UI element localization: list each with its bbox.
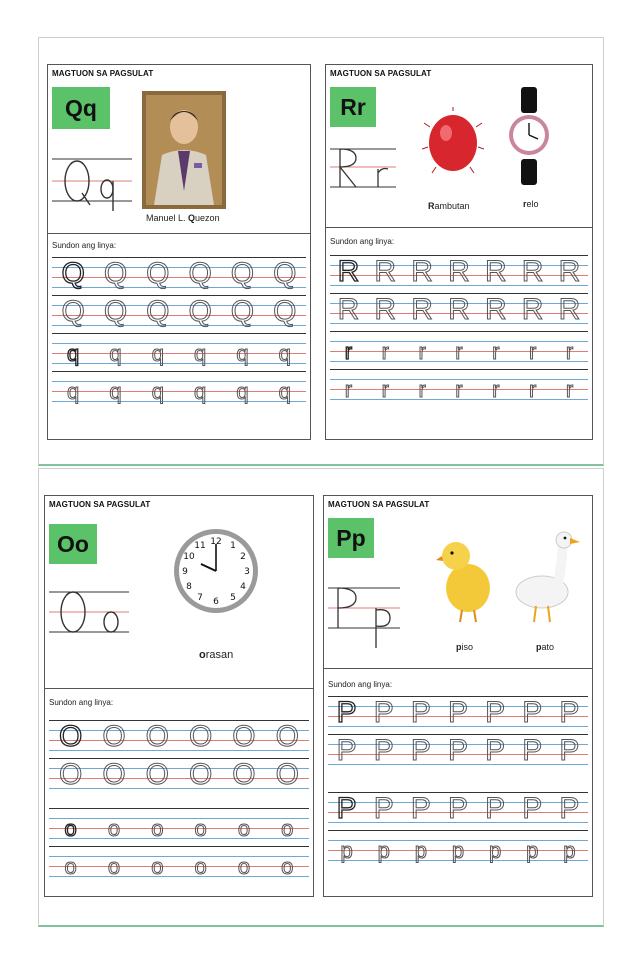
instruction: Sundon ang linya: (330, 237, 395, 246)
caption-bold-letter: Q (188, 213, 196, 223)
trace-letter: P (336, 734, 357, 767)
trace-letter: Q (103, 257, 128, 290)
tracing-row (52, 331, 306, 369)
trace-letter: q (194, 379, 207, 404)
trace-letter: q (194, 341, 207, 366)
tracing-row (52, 369, 306, 407)
svg-text:6: 6 (213, 597, 219, 607)
trace-letter: r (344, 377, 353, 402)
trace-letter: p (451, 838, 465, 863)
trace-letter: p (377, 838, 390, 863)
caption-bold-letter: R (428, 201, 435, 211)
trace-letter: O (58, 720, 83, 753)
trace-letter: r (492, 339, 500, 364)
trace-letter: o (107, 816, 121, 841)
trace-letter: Q (103, 295, 128, 328)
tracing-row (49, 718, 309, 756)
tracing-rows (330, 253, 588, 405)
trace-letter: p (563, 838, 576, 863)
trace-letter: Q (273, 257, 297, 290)
divider (326, 227, 592, 228)
trace-letter: Q (188, 257, 212, 290)
svg-text:11: 11 (194, 541, 206, 551)
trace-letter: P (485, 696, 506, 729)
svg-text:5: 5 (230, 593, 236, 603)
trace-letter: P (336, 696, 357, 729)
caption-rest: uezon (195, 213, 220, 223)
trace-letter: r (418, 339, 426, 364)
trace-letter: P (410, 734, 431, 767)
card-title: MAGTUON SA PAGSULAT (52, 69, 154, 78)
trace-letter: o (64, 854, 77, 879)
trace-letter: Q (61, 257, 85, 290)
divider (45, 688, 313, 689)
tracing-row (328, 694, 588, 732)
divider (48, 233, 310, 234)
tracing-rows (52, 255, 306, 407)
trace-letter: q (236, 379, 249, 404)
card-r (325, 64, 593, 440)
trace-letter: P (559, 734, 580, 767)
trace-letter: o (107, 854, 121, 879)
caption-rest: ato (541, 642, 555, 652)
trace-letter: r (455, 339, 463, 364)
stroke-order-r-icon (330, 145, 398, 191)
trace-letter: p (414, 838, 427, 863)
caption-word1 (428, 201, 470, 211)
trace-letter: R (448, 293, 470, 326)
caption-word2 (523, 199, 539, 209)
trace-letter: Q (230, 295, 255, 328)
tracing-row (330, 367, 588, 405)
trace-letter: P (485, 734, 506, 767)
trace-letter: o (237, 816, 251, 841)
trace-letter: R (558, 293, 581, 326)
trace-letter: R (448, 255, 470, 288)
tracing-rows (328, 694, 588, 866)
trace-letter: P (410, 696, 431, 729)
trace-letter: P (522, 734, 543, 767)
letter-badge: Rr (330, 87, 376, 127)
tracing-row (330, 253, 588, 291)
trace-letter: R (484, 255, 507, 288)
watch-image (508, 87, 550, 187)
trace-letter: O (188, 720, 213, 753)
trace-letter: r (528, 339, 537, 364)
trace-letter: R (521, 255, 544, 288)
trace-letter: r (565, 377, 574, 402)
trace-letter: R (558, 255, 581, 288)
trace-letter: q (236, 341, 249, 366)
trace-letter: o (281, 854, 294, 879)
trace-letter: o (151, 854, 164, 879)
card-q (47, 64, 311, 440)
trace-letter: q (109, 379, 122, 404)
stroke-order-o-icon (49, 586, 131, 642)
trace-letter: Q (273, 295, 297, 328)
trace-letter: P (447, 734, 468, 767)
instruction: Sundon ang linya: (49, 698, 114, 707)
duck-image (512, 528, 582, 628)
trace-letter: p (526, 838, 539, 863)
tracing-row (49, 844, 309, 882)
caption (146, 213, 220, 223)
letter-badge: Oo (49, 524, 97, 564)
trace-letter: R (374, 293, 397, 326)
svg-text:8: 8 (186, 582, 192, 592)
caption-bold-letter: r (523, 199, 527, 209)
trace-letter: P (336, 792, 357, 825)
tracing-row (49, 756, 309, 794)
trace-letter: R (521, 293, 544, 326)
trace-letter: p (489, 838, 502, 863)
trace-letter: Q (188, 295, 212, 328)
caption-text: Manuel L. (146, 213, 189, 223)
caption-rest: iso (461, 642, 474, 652)
trace-letter: O (188, 758, 213, 791)
trace-letter: o (281, 816, 294, 841)
svg-text:7: 7 (197, 593, 203, 603)
trace-letter: O (232, 758, 256, 791)
svg-text:3: 3 (244, 567, 250, 577)
caption-bold-letter: o (199, 649, 206, 661)
caption-word2 (536, 642, 554, 652)
trace-letter: P (485, 792, 506, 825)
trace-letter: q (109, 341, 122, 366)
trace-letter: q (67, 379, 80, 404)
trace-letter: P (522, 792, 543, 825)
tracing-row (49, 806, 309, 844)
trace-letter: r (528, 377, 537, 402)
trace-letter: o (194, 854, 207, 879)
tracing-row (328, 828, 588, 866)
trace-letter: O (275, 720, 299, 753)
trace-letter: R (484, 293, 507, 326)
stroke-order-q-icon (52, 151, 134, 213)
card-p (323, 495, 593, 897)
svg-text:4: 4 (240, 582, 246, 592)
trace-letter: r (565, 339, 574, 364)
trace-letter: q (278, 379, 291, 404)
trace-letter: o (64, 816, 77, 841)
caption-rest: ambutan (434, 201, 470, 211)
tracing-row (52, 293, 306, 331)
caption-bold-letter: p (536, 642, 542, 652)
tracing-row (330, 291, 588, 329)
trace-letter: r (455, 377, 463, 402)
trace-letter: r (381, 377, 389, 402)
trace-letter: Q (61, 295, 85, 328)
svg-text:1: 1 (230, 541, 236, 551)
portrait-image (142, 91, 226, 209)
trace-letter: r (418, 377, 426, 402)
trace-letter: P (373, 696, 394, 729)
trace-letter: o (237, 854, 251, 879)
trace-letter: q (67, 341, 80, 366)
trace-letter: Q (146, 295, 170, 328)
card-title: MAGTUON SA PAGSULAT (49, 500, 151, 509)
trace-letter: O (275, 758, 299, 791)
stroke-order-p-icon (328, 580, 402, 652)
trace-letter: P (373, 792, 394, 825)
trace-letter: r (381, 339, 389, 364)
trace-letter: O (232, 720, 256, 753)
tracing-row (52, 255, 306, 293)
divider (324, 668, 592, 669)
tracing-row (328, 732, 588, 770)
svg-text:2: 2 (240, 552, 246, 562)
trace-letter: O (102, 720, 126, 753)
letter-badge: Pp (328, 518, 374, 558)
trace-letter: r (492, 377, 500, 402)
trace-letter: r (344, 339, 353, 364)
trace-letter: O (58, 758, 83, 791)
card-title: MAGTUON SA PAGSULAT (330, 69, 432, 78)
trace-letter: P (559, 792, 580, 825)
trace-letter: P (410, 792, 431, 825)
trace-letter: O (145, 758, 169, 791)
tracing-row (328, 790, 588, 828)
trace-letter: P (373, 734, 394, 767)
trace-letter: Q (230, 257, 255, 290)
tracing-row (330, 329, 588, 367)
trace-letter: Q (146, 257, 170, 290)
caption-word1 (456, 642, 473, 652)
rambutan-image (422, 107, 484, 177)
instruction: Sundon ang linya: (328, 680, 393, 689)
caption-rest: elo (526, 199, 539, 209)
chick-image (436, 530, 494, 626)
card-o (44, 495, 314, 897)
clock-image (173, 528, 259, 614)
trace-letter: O (145, 720, 169, 753)
tracing-rows (49, 718, 309, 882)
trace-letter: R (337, 255, 360, 288)
caption (199, 649, 233, 661)
trace-letter: P (559, 696, 580, 729)
trace-letter: R (337, 293, 360, 326)
trace-letter: R (411, 255, 433, 288)
instruction: Sundon ang linya: (52, 241, 117, 250)
svg-text:10: 10 (183, 552, 195, 562)
trace-letter: o (194, 816, 207, 841)
trace-letter: o (151, 816, 164, 841)
trace-letter: p (340, 838, 353, 863)
trace-letter: R (374, 255, 397, 288)
card-title: MAGTUON SA PAGSULAT (328, 500, 430, 509)
trace-letter: q (151, 379, 164, 404)
svg-text:12: 12 (210, 537, 222, 547)
caption-bold-letter: p (456, 642, 462, 652)
trace-letter: O (102, 758, 126, 791)
trace-letter: P (447, 696, 468, 729)
trace-letter: q (151, 341, 164, 366)
trace-letter: R (411, 293, 433, 326)
svg-text:9: 9 (182, 567, 188, 577)
caption-rest: rasan (205, 649, 234, 661)
trace-letter: q (278, 341, 291, 366)
trace-letter: P (522, 696, 543, 729)
trace-letter: P (447, 792, 468, 825)
letter-badge: Qq (52, 87, 110, 129)
